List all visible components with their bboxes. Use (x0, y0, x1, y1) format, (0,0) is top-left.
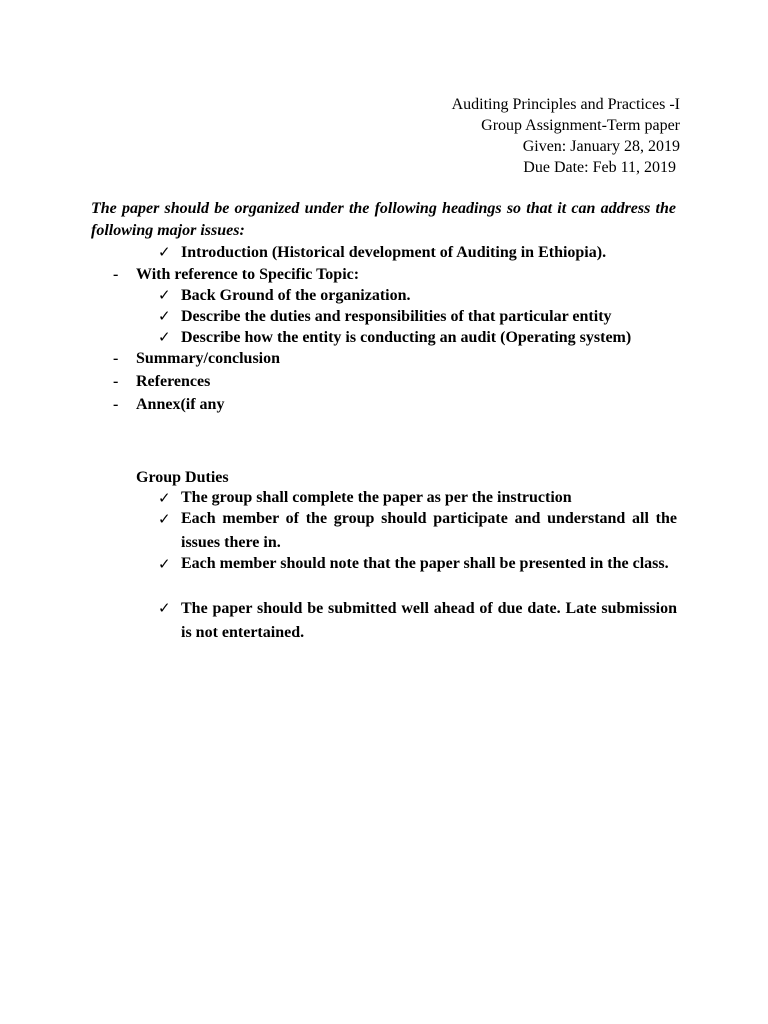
check-icon: ✓ (158, 510, 171, 528)
check-icon: ✓ (158, 555, 171, 573)
check-icon: ✓ (158, 489, 171, 507)
outline-references: References (136, 373, 211, 390)
group-duty-item: Each member should note that the paper shall be presented in the class. (181, 555, 669, 572)
given-date: Given: January 28, 2019 (522, 138, 680, 155)
outline-specific-topic: With reference to Specific Topic: (136, 266, 360, 283)
group-duty-item: The group shall complete the paper as per the instruction (181, 489, 572, 506)
outline-annex: Annex(if any (136, 396, 225, 413)
outline-summary: Summary/conclusion (136, 350, 281, 367)
check-icon: ✓ (158, 328, 171, 346)
group-duties-title: Group Duties (136, 469, 229, 486)
check-icon: ✓ (158, 307, 171, 325)
outline-sub-item: Describe how the entity is conducting an audit (Operating system) (181, 329, 632, 346)
due-date: Due Date: Feb 11, 2019 (523, 159, 676, 176)
check-icon: ✓ (158, 243, 171, 261)
check-icon: ✓ (158, 286, 171, 304)
dash-bullet: - (113, 350, 119, 367)
group-duty-item: The paper should be submitted well ahead of due date. Late submission is not entertained. (181, 600, 677, 641)
dash-bullet: - (113, 266, 119, 283)
outline-sub-item: Back Ground of the organization. (181, 287, 411, 304)
group-duty-item: Each member of the group should participate and understand all the issues there in. (181, 510, 677, 551)
intro-instruction: The paper should be organized under the following headings so that it can address the following major issues: (91, 200, 676, 239)
assignment-type: Group Assignment-Term paper (481, 117, 680, 134)
dash-bullet: - (113, 396, 119, 413)
outline-sub-item: Describe the duties and responsibilities of that particular entity (181, 308, 612, 325)
course-title: Auditing Principles and Practices -I (451, 96, 680, 113)
outline-introduction: Introduction (Historical development of Auditing in Ethiopia). (181, 244, 607, 261)
dash-bullet: - (113, 373, 119, 390)
assignment-header (280, 94, 680, 178)
check-icon: ✓ (158, 599, 171, 617)
